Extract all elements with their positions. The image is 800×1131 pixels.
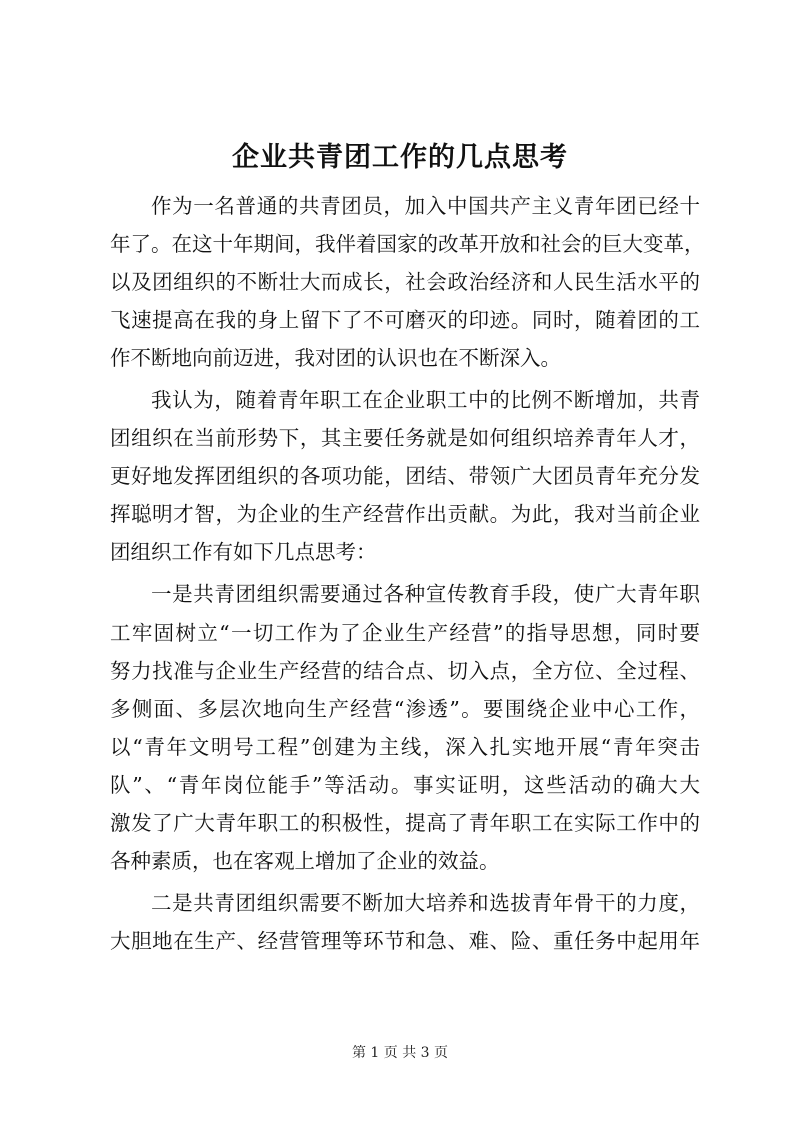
document-title: 企业共青团工作的几点思考 (232, 142, 568, 173)
paragraph-3-line-5: 以“青年文明号工程”创建为主线，深入扎实地开展“青年突击 (110, 735, 700, 759)
page-number-footer: 第 1 页 共 3 页 (351, 1045, 449, 1061)
paragraph-1-line-2: 年了。在这十年期间，我伴着国家的改革开放和社会的巨大变革， (110, 232, 705, 256)
paragraph-2-line-5: 团组织工作有如下几点思考： (110, 540, 377, 564)
paragraph-2-line-2: 团组织在当前形势下，其主要任务就是如何组织培养青年人才， (110, 426, 700, 450)
paragraph-4-line-1: 二是共青团组织需要不断加大培养和选拔青年骨干的力度， (151, 891, 700, 915)
paragraph-3-line-2: 工牢固树立“一切工作为了企业生产经营”的指导思想，同时要 (110, 621, 700, 645)
paragraph-1-line-4: 飞速提高在我的身上留下了不可磨灭的印迹。同时，随着团的工 (110, 308, 700, 332)
paragraph-1-line-3: 以及团组织的不断壮大而成长，社会政治经济和人民生活水平的 (110, 270, 700, 294)
paragraph-3-line-8: 各种素质，也在客观上增加了企业的效益。 (110, 849, 500, 873)
paragraph-1-line-5: 作不断地向前迈进，我对团的认识也在不断深入。 (110, 346, 561, 370)
paragraph-4-line-2: 大胆地在生产、经营管理等环节和急、难、险、重任务中起用年 (110, 929, 700, 953)
paragraph-2-line-1: 我认为，随着青年职工在企业职工中的比例不断增加，共青 (151, 388, 700, 412)
paragraph-3-line-3: 努力找准与企业生产经营的结合点、切入点，全方位、全过程、 (110, 659, 700, 683)
paragraph-2-line-4: 挥聪明才智，为企业的生产经营作出贡献。为此，我对当前企业 (110, 502, 700, 526)
paragraph-2-line-3: 更好地发挥团组织的各项功能，团结、带领广大团员青年充分发 (110, 464, 700, 488)
paragraph-1-line-1: 作为一名普通的共青团员，加入中国共产主义青年团已经十 (151, 194, 700, 218)
paragraph-3-line-1: 一是共青团组织需要通过各种宣传教育手段，使广大青年职 (151, 582, 700, 606)
paragraph-3-line-6: 队”、“青年岗位能手”等活动。事实证明，这些活动的确大大 (110, 773, 700, 797)
paragraph-3-line-4: 多侧面、多层次地向生产经营“渗透”。要围绕企业中心工作， (110, 697, 700, 721)
paragraph-3-line-7: 激发了广大青年职工的积极性，提高了青年职工在实际工作中的 (110, 811, 700, 835)
